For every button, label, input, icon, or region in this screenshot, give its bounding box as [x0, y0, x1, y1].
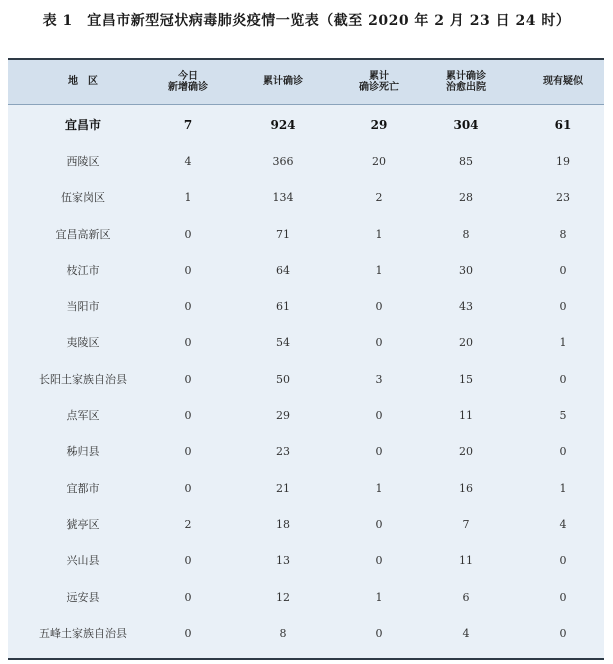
table-row [8, 144, 604, 180]
cured-cell: 20 [459, 336, 473, 350]
table-row [8, 362, 604, 398]
table-row [8, 181, 604, 217]
table-row [8, 290, 604, 326]
new-confirmed-cell: 4 [184, 154, 192, 168]
table-row [8, 435, 604, 471]
deaths-cell: 0 [375, 300, 383, 314]
deaths-cell: 0 [375, 336, 383, 350]
deaths-cell: 20 [372, 154, 386, 168]
new-confirmed-cell: 0 [184, 445, 192, 459]
total-confirmed-cell: 23 [276, 445, 290, 459]
deaths-cell: 1 [375, 263, 383, 277]
region-cell: 枝江市 [66, 263, 100, 277]
cured-cell: 43 [459, 300, 473, 314]
total-confirmed-cell: 21 [276, 481, 290, 495]
new-confirmed-cell: 2 [184, 517, 192, 531]
total-confirmed-cell: 12 [276, 590, 290, 604]
total-confirmed-cell: 366 [272, 154, 294, 168]
new-confirmed-cell: 0 [184, 481, 192, 495]
new-confirmed-cell: 0 [184, 372, 192, 386]
region-cell: 长阳土家族自治县 [39, 372, 127, 386]
cured-cell: 4 [462, 626, 470, 640]
cured-cell: 28 [459, 191, 473, 205]
deaths-cell: 0 [375, 626, 383, 640]
suspected-cell: 1 [559, 481, 567, 495]
suspected-cell: 23 [556, 191, 570, 205]
cured-cell: 8 [462, 227, 470, 241]
new-confirmed-cell: 1 [184, 191, 192, 205]
total-confirmed-cell: 29 [276, 409, 290, 423]
cured-cell: 85 [459, 154, 473, 168]
new-confirmed-cell: 0 [184, 626, 192, 640]
total-confirmed-cell: 50 [276, 372, 290, 386]
table-row [8, 507, 604, 543]
cured-cell: 16 [459, 481, 473, 495]
cured-cell: 20 [459, 445, 473, 459]
deaths-cell: 0 [375, 517, 383, 531]
table-title: 表 1 宜昌市新型冠状病毒肺炎疫情一览表（截至 2020 年 2 月 23 日 24 时） [42, 13, 571, 29]
deaths-cell: 2 [375, 191, 383, 205]
header-region: 地 区 [68, 76, 98, 88]
suspected-cell: 5 [559, 409, 567, 423]
total-confirmed-cell: 134 [272, 191, 294, 205]
cured-cell: 30 [459, 263, 473, 277]
new-confirmed-cell: 7 [183, 118, 193, 133]
table-row [8, 398, 604, 434]
header-suspected: 现有疑似 [543, 76, 583, 88]
suspected-cell: 0 [559, 372, 567, 386]
deaths-cell: 1 [375, 227, 383, 241]
region-cell: 西陵区 [66, 154, 100, 168]
cured-cell: 304 [453, 118, 479, 133]
table-row [8, 616, 604, 652]
total-confirmed-cell: 54 [276, 336, 290, 350]
cured-cell: 7 [462, 517, 470, 531]
epidemic-table [8, 58, 604, 660]
total-confirmed-cell: 924 [270, 118, 296, 133]
suspected-cell: 0 [559, 590, 567, 604]
region-cell: 兴山县 [66, 554, 100, 568]
new-confirmed-cell: 0 [184, 554, 192, 568]
deaths-cell: 0 [375, 554, 383, 568]
header-total-cured: 累计确诊 治愈出院 [446, 70, 486, 93]
suspected-cell: 61 [554, 118, 572, 133]
region-cell: 猇亭区 [66, 517, 100, 531]
new-confirmed-cell: 0 [184, 227, 192, 241]
suspected-cell: 0 [559, 626, 567, 640]
table-row [8, 326, 604, 362]
new-confirmed-cell: 0 [184, 590, 192, 604]
new-confirmed-cell: 0 [184, 300, 192, 314]
cured-cell: 15 [459, 372, 473, 386]
header-total-confirmed: 累计确诊 [263, 76, 303, 88]
region-cell: 五峰土家族自治县 [39, 626, 127, 640]
header-new-confirmed: 今日 新增确诊 [168, 70, 208, 93]
suspected-cell: 0 [559, 554, 567, 568]
table-row [8, 108, 604, 144]
suspected-cell: 19 [556, 154, 570, 168]
new-confirmed-cell: 0 [184, 263, 192, 277]
total-confirmed-cell: 13 [276, 554, 290, 568]
table-row [8, 544, 604, 580]
deaths-cell: 0 [375, 445, 383, 459]
cured-cell: 11 [459, 554, 473, 568]
suspected-cell: 0 [559, 263, 567, 277]
region-cell: 远安县 [66, 590, 100, 604]
suspected-cell: 8 [559, 227, 567, 241]
deaths-cell: 1 [375, 481, 383, 495]
region-cell: 秭归县 [66, 445, 100, 459]
deaths-cell: 1 [375, 590, 383, 604]
suspected-cell: 0 [559, 445, 567, 459]
region-cell: 点军区 [66, 409, 100, 423]
deaths-cell: 0 [375, 409, 383, 423]
suspected-cell: 1 [559, 336, 567, 350]
new-confirmed-cell: 0 [184, 336, 192, 350]
total-confirmed-cell: 61 [276, 300, 290, 314]
deaths-cell: 3 [375, 372, 383, 386]
total-confirmed-cell: 8 [279, 626, 287, 640]
suspected-cell: 0 [559, 300, 567, 314]
table-row [8, 253, 604, 289]
region-cell: 夷陵区 [66, 336, 100, 350]
total-confirmed-cell: 18 [276, 517, 290, 531]
region-cell: 宜昌市 [64, 118, 101, 133]
cured-cell: 6 [462, 590, 470, 604]
region-cell: 宜昌高新区 [55, 227, 111, 241]
region-cell: 当阳市 [66, 300, 100, 314]
header-total-deaths: 累计 确诊死亡 [359, 70, 399, 93]
table-row [8, 471, 604, 507]
table-header [8, 60, 604, 105]
region-cell: 伍家岗区 [61, 191, 105, 205]
table-row [8, 580, 604, 616]
deaths-cell: 29 [370, 118, 388, 133]
suspected-cell: 4 [559, 517, 567, 531]
cured-cell: 11 [459, 409, 473, 423]
new-confirmed-cell: 0 [184, 409, 192, 423]
total-confirmed-cell: 71 [276, 227, 290, 241]
table-row [8, 217, 604, 253]
region-cell: 宜都市 [66, 481, 100, 495]
total-confirmed-cell: 64 [276, 263, 290, 277]
